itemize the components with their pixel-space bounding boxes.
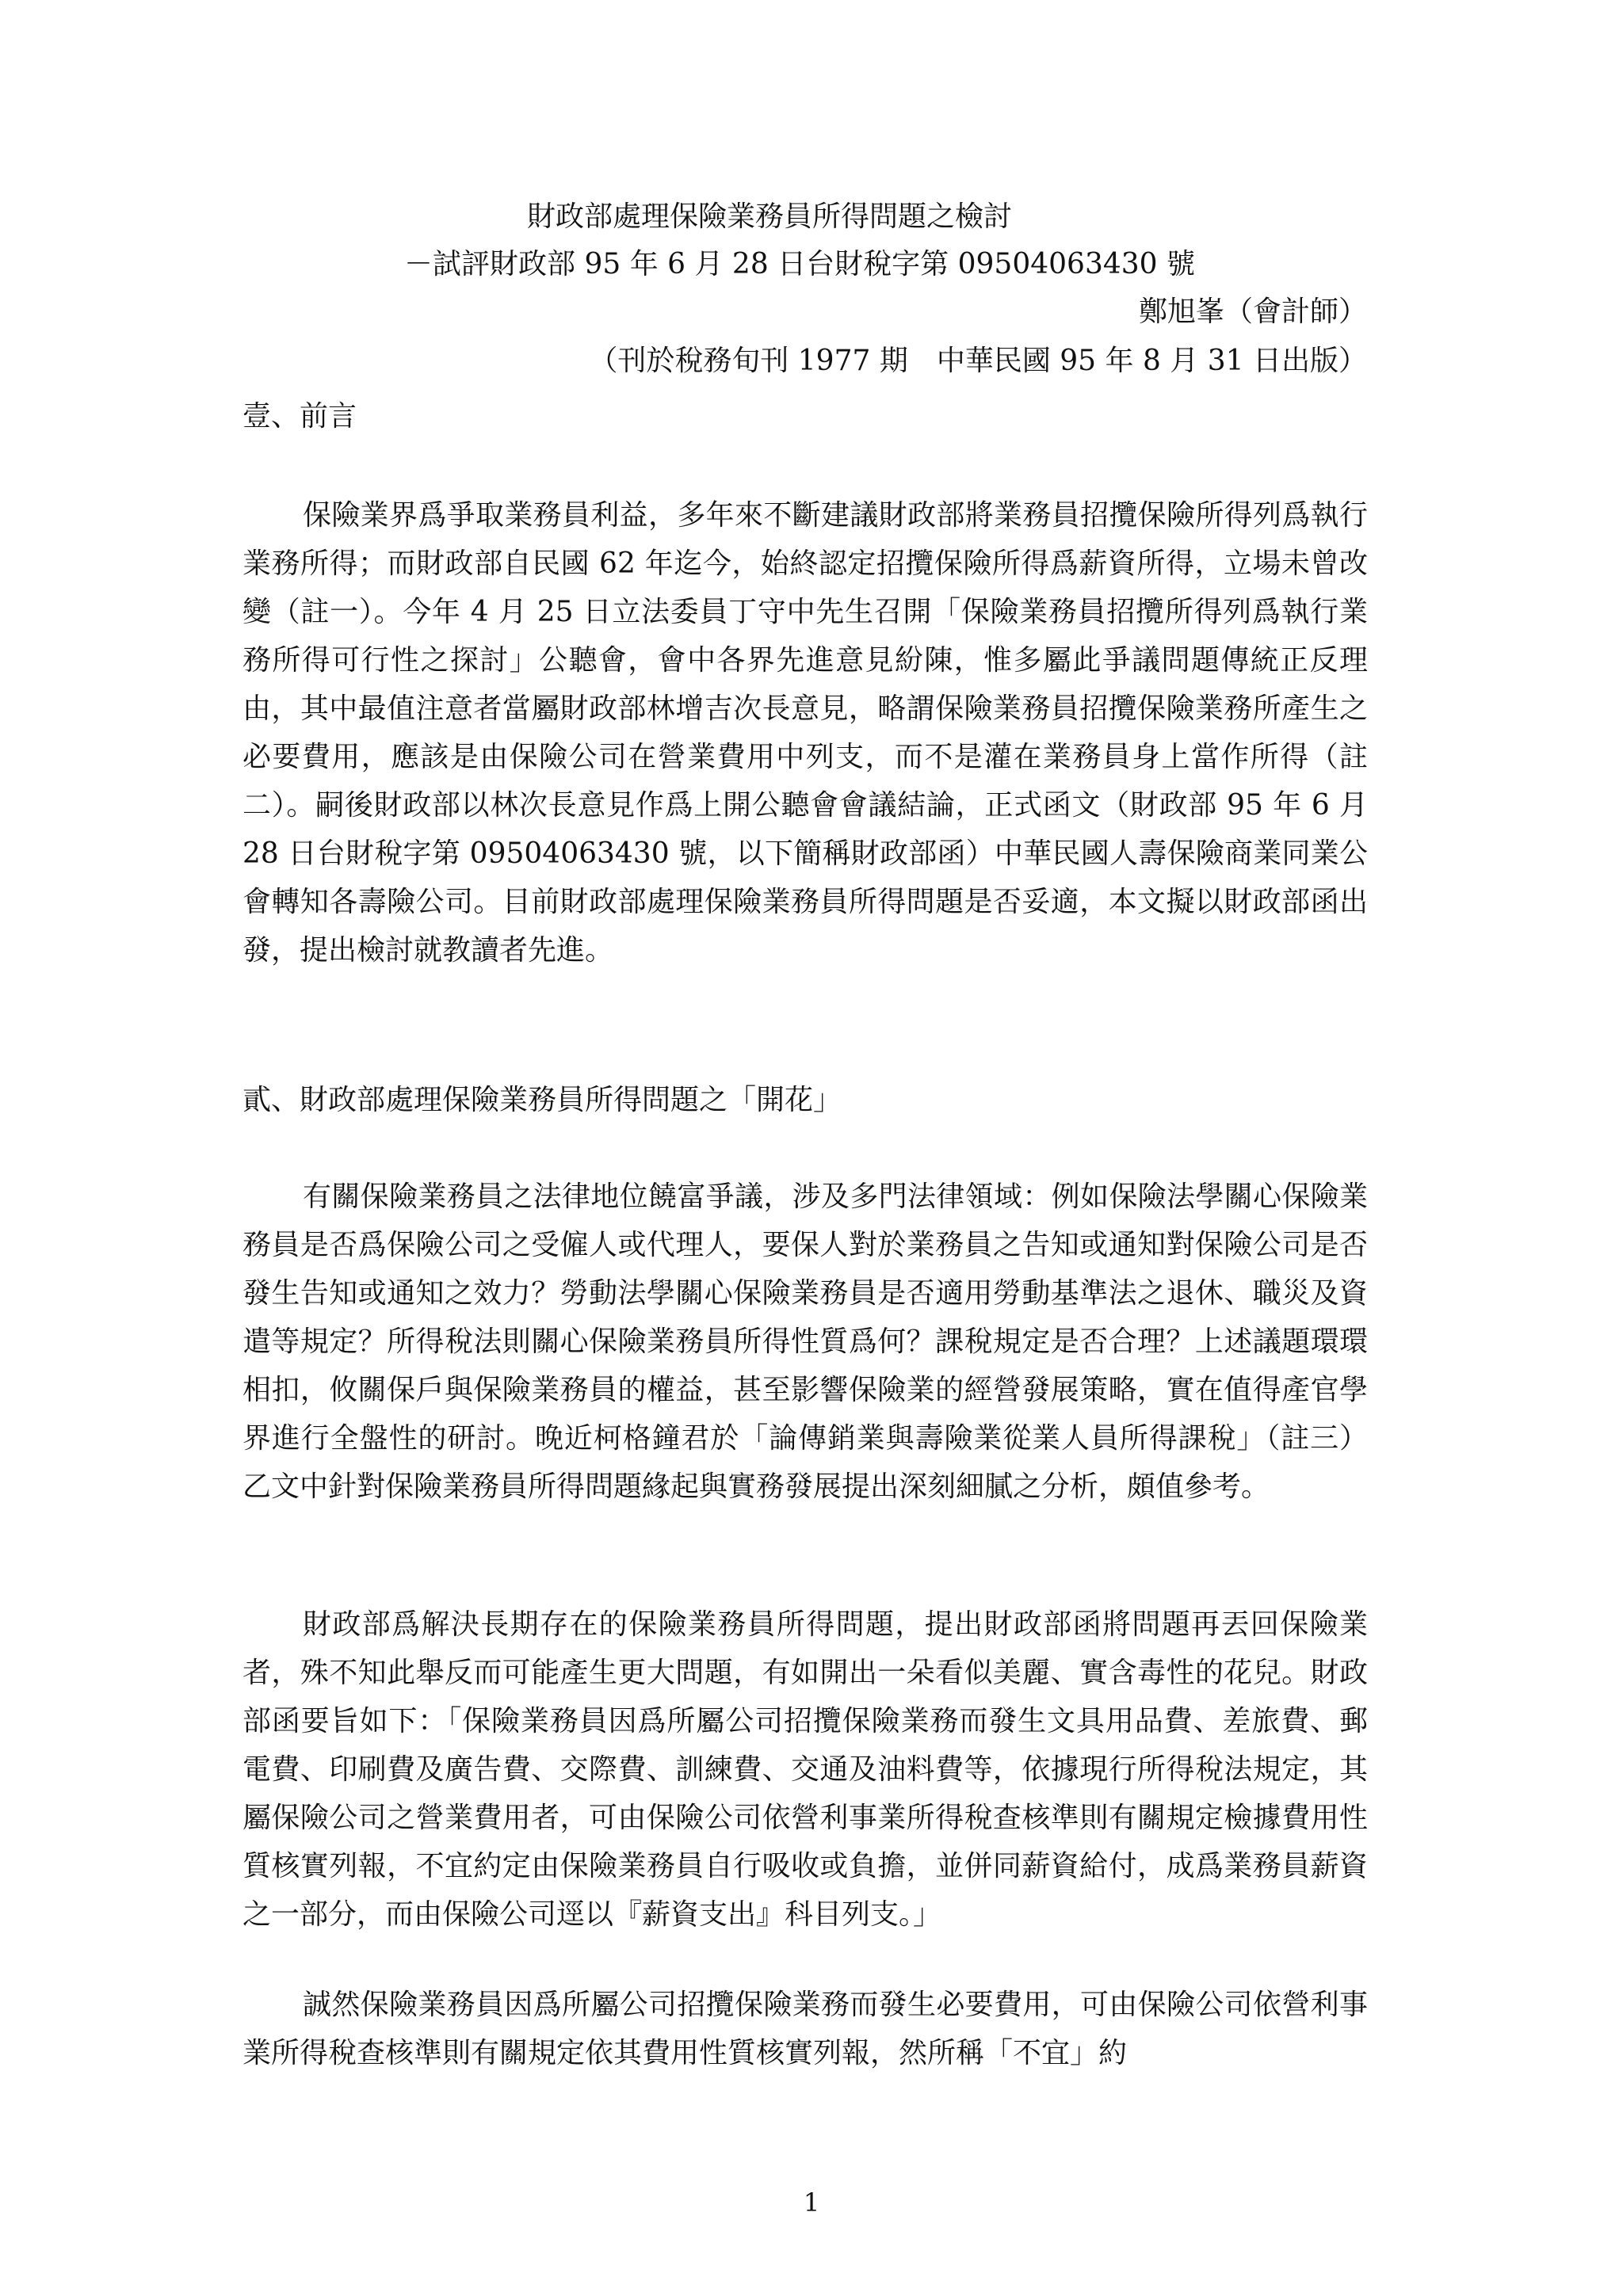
section-heading-blossom: 貳、財政部處理保險業務員所得問題之「開花」: [242, 1084, 842, 1116]
paragraph: 有關保險業務員之法律地位饒富爭議，涉及多門法律領域：例如保險法學關心保險業務員是否爲保險公司之受僱人或代理人，要保人對於業務員之告知或通知對保險公司是否發生告知或通知之效力？勞動法學關心保險業務員是否適用勞動基準法之退休、職災及資遣等規定？所得稅法則關心保險業務員所得性質爲何？課稅規定是否合理？上述議題環環相扣，攸關保戶與保險業務員的權益，甚至影響保險業的經營發展策略，實在值得產官學界進行全盤性的研討。晚近柯格鐘君於「論傳銷業與壽險業從業人員所得課稅」（註三）乙文中針對保險業務員所得問題緣起與實務發展提出深刻細膩之分析，頗值參考。: [242, 1180, 1368, 1503]
document-title: 財政部處理保險業務員所得問題之檢討: [527, 200, 1013, 233]
document-subtitle: －試評財政部 95 年 6 月 28 日台財稅字第 09504063430 號: [404, 248, 1196, 280]
page-number: 1: [803, 2187, 820, 2218]
publication-line: （刊於稅務旬刊 1977 期 中華民國 95 年 8 月 31 日出版）: [589, 345, 1367, 377]
paragraph: 誠然保險業務員因爲所屬公司招攬保險業務而發生必要費用，可由保險公司依營利事業所得稅查核準則有關規定依其費用性質核實列報，然所稱「不宜」約: [242, 1989, 1368, 2069]
author-line: 鄭旭峯（會計師）: [1138, 296, 1367, 328]
section-heading-introduction: 壹、前言: [242, 400, 357, 433]
paragraph: 保險業界爲爭取業務員利益，多年來不斷建議財政部將業務員招攬保險所得列爲執行業務所得；而財政部自民國 62 年迄今，始終認定招攬保險所得爲薪資所得，立場未曾改變（註一）。今年 4 月 25 日立法委員丁守中先生召開「保險業務員招攬所得列爲執行業務所得可行性之探討」公聽會，會中各界先進意見紛陳，惟多屬此爭議問題傳統正反理由，其中最值注意者當屬財政部林增吉次長意見，略謂保險業務員招攬保險業務所產生之必要費用，應該是由保險公司在營業費用中列支，而不是灌在業務員身上當作所得（註二）。嗣後財政部以林次長意見作爲上開公聽會會議結論，正式函文（財政部 95 年 6 月 28 日台財稅字第 09504063430 號，以下簡稱財政部函）中華民國人壽保險商業同業公會轉知各壽險公司。目前財政部處理保險業務員所得問題是否妥適，本文擬以財政部函出發，提出檢討就教讀者先進。: [242, 499, 1368, 967]
paragraph: 財政部爲解決長期存在的保險業務員所得問題，提出財政部函將問題再丟回保險業者，殊不知此舉反而可能產生更大問題，有如開出一朵看似美麗、實含毒性的花兒。財政部函要旨如下：「保險業務員因爲所屬公司招攬保險業務而發生文具用品費、差旅費、郵電費、印刷費及廣告費、交際費、訓練費、交通及油料費等，依據現行所得稅法規定，其屬保險公司之營業費用者，可由保險公司依營利事業所得稅查核準則有關規定檢據費用性質核實列報，不宜約定由保險業務員自行吸收或負擔，並併同薪資給付，成爲業務員薪資之一部分，而由保險公司逕以『薪資支出』科目列支。」: [242, 1608, 1368, 1931]
